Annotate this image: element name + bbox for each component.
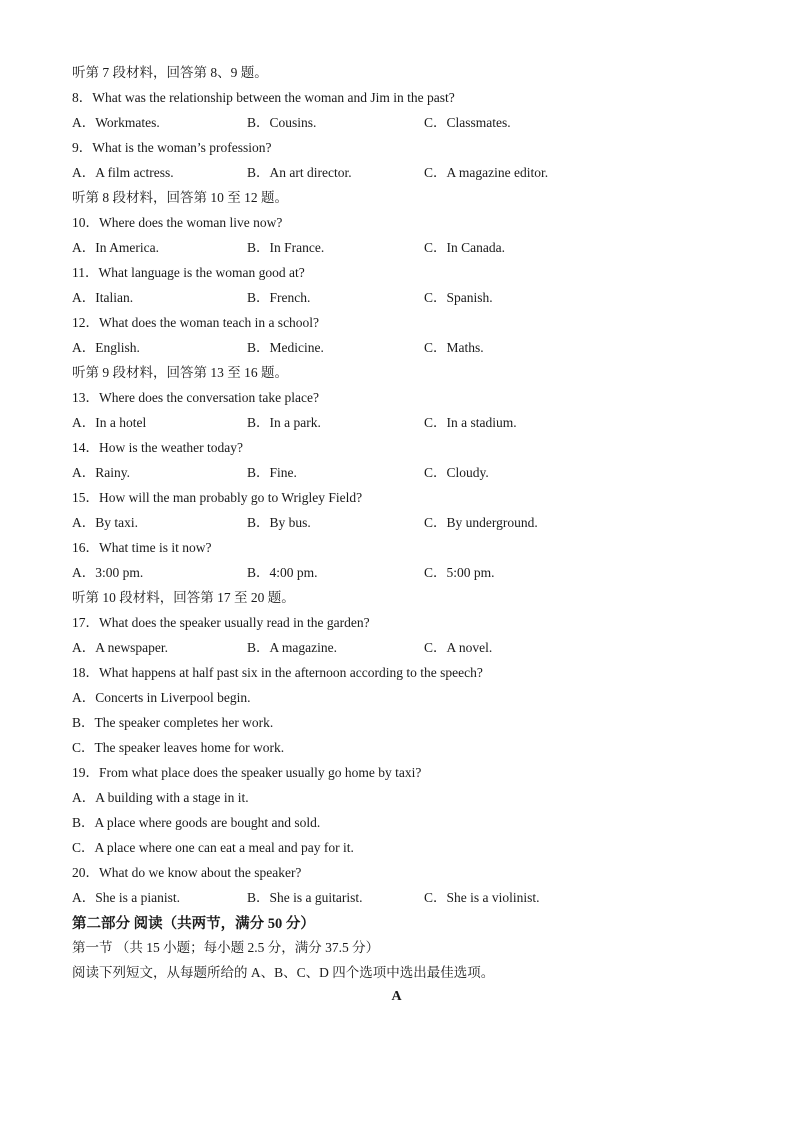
option-c: C．Maths. [424,340,484,355]
option-c: C．Cloudy. [424,465,489,480]
options-row [72,338,632,358]
option-b: B．Cousins. [247,115,317,130]
option-line: B．A place where goods are bought and sold. [72,815,321,830]
options-row [72,638,632,658]
option-c: C．In Canada. [424,240,505,255]
option-c: C．Spanish. [424,290,493,305]
option-c: C．Classmates. [424,115,511,130]
option-a: A．By taxi. [72,515,138,530]
question-text: 8．What was the relationship between the woman and Jim in the past? [72,90,455,105]
option-b: B．4:00 pm. [247,565,318,580]
options-row [72,513,632,533]
question-text: 13．Where does the conversation take place? [72,390,320,405]
section-instruction: 阅读下列短文，从每题所给的 A、B、C、D 四个选项中选出最佳选项。 [72,965,495,980]
section-instruction: 听第 9 段材料，回答第 13 至 16 题。 [72,365,288,380]
option-b: B．Fine. [247,465,297,480]
question-text: 10．Where does the woman live now? [72,215,283,230]
option-c: C．A magazine editor. [424,165,549,180]
question-text: 15．How will the man probably go to Wrigley Field? [72,490,363,505]
option-a: A．Rainy. [72,465,130,480]
option-line: A．A building with a stage in it. [72,790,249,805]
option-b: B．An art director. [247,165,352,180]
option-b: B．In a park. [247,415,321,430]
option-c: C．By underground. [424,515,538,530]
option-a: A．In America. [72,240,159,255]
option-a: A．A newspaper. [72,640,168,655]
question-text: 12．What does the woman teach in a school? [72,315,320,330]
option-line: A．Concerts in Liverpool begin. [72,690,251,705]
section-instruction: 第一节 （共 15 小题；每小题 2.5 分，满分 37.5 分） [72,940,380,955]
options-row [72,113,632,133]
question-text: 9．What is the woman’s profession? [72,140,272,155]
option-line: C．A place where one can eat a meal and pay for it. [72,840,354,855]
options-row [72,163,632,183]
options-row [72,463,632,483]
options-row [72,888,632,908]
option-a: A．She is a pianist. [72,890,180,905]
option-b: B．French. [247,290,311,305]
option-c: C．A novel. [424,640,493,655]
question-text: 18．What happens at half past six in the afternoon according to the speech? [72,665,483,680]
question-text: 11．What language is the woman good at? [72,265,305,280]
option-a: A．Italian. [72,290,134,305]
option-b: B．By bus. [247,515,311,530]
part-heading: 第二部分 阅读（共两节，满分 50 分） [72,916,315,932]
options-row [72,288,632,308]
option-line: C．The speaker leaves home for work. [72,740,285,755]
option-b: B．In France. [247,240,325,255]
option-b: B．A magazine. [247,640,337,655]
option-c: C．She is a violinist. [424,890,540,905]
option-a: A．In a hotel [72,415,147,430]
option-b: B．She is a guitarist. [247,890,363,905]
option-a: A．A film actress. [72,165,174,180]
option-line: B．The speaker completes her work. [72,715,274,730]
question-text: 14．How is the weather today? [72,440,243,455]
passage-label: A [391,989,402,1004]
option-b: B．Medicine. [247,340,324,355]
option-c: C．5:00 pm. [424,565,495,580]
option-a: A．English. [72,340,140,355]
question-text: 19．From what place does the speaker usually go home by taxi? [72,765,422,780]
section-instruction: 听第 10 段材料，回答第 17 至 20 题。 [72,590,295,605]
option-a: A．3:00 pm. [72,565,144,580]
question-text: 16．What time is it now? [72,540,212,555]
options-row [72,563,632,583]
section-instruction: 听第 8 段材料，回答第 10 至 12 题。 [72,190,288,205]
section-instruction: 听第 7 段材料，回答第 8、9 题。 [72,65,268,80]
question-text: 17．What does the speaker usually read in the garden? [72,615,370,630]
question-text: 20．What do we know about the speaker? [72,865,302,880]
option-a: A．Workmates. [72,115,160,130]
options-row [72,238,632,258]
option-c: C．In a stadium. [424,415,517,430]
options-row [72,413,632,433]
